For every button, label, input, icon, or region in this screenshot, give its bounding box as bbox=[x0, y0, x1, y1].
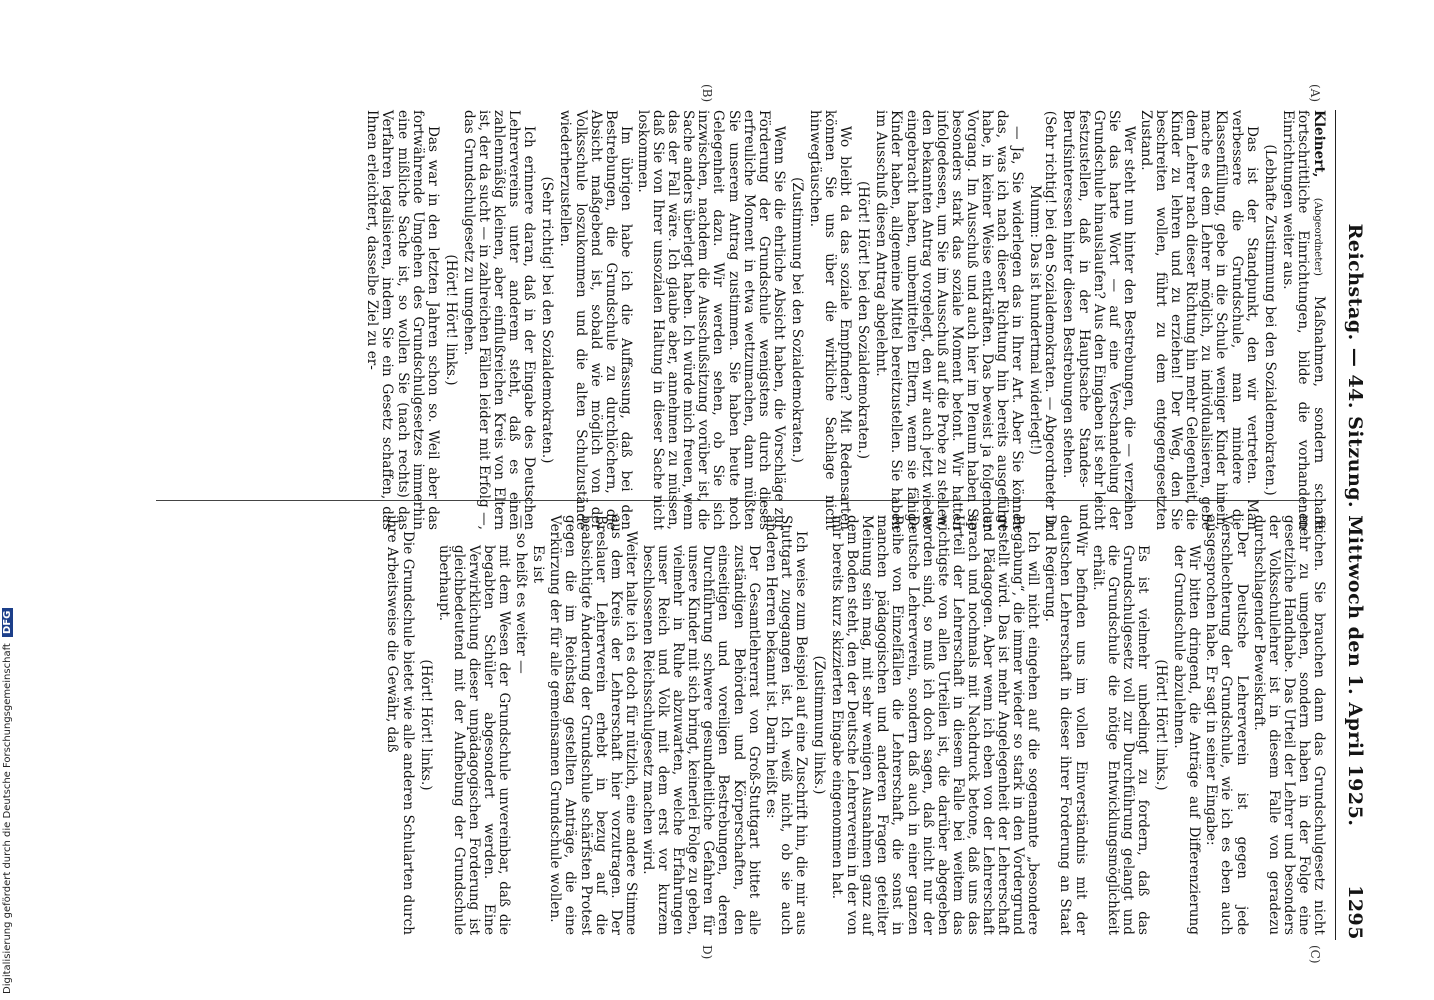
paragraph-text: Maßnahmen, sondern schafft fortschrittliche Einrichtungen, bilde die vorhandenen Einrichtungen weiter aus. bbox=[1279, 110, 1327, 530]
paragraph: Wir befinden uns im vollen Einverständnis mit der deutschen Lehrerschaft in dieser ihrer Forderung an Staat und Regierung. bbox=[1042, 515, 1089, 935]
paragraph: Das ist der Standpunkt, den wir vertreten. Man verbessere die Grundschule, man mindere die Klassenfüllung, gebe in die Schule weniger Kinder hinein, mache es dem Lehrer möglich, zu individualisieren, gebe dem Lehrer nach dieser Richtung hin mehr Gelegenheit, die Kinder zu lehren und zu erziehen! Der Weg, den Sie beschreiten wollen, führt zu dem entgegengesetzten Zustand. bbox=[1137, 110, 1260, 530]
interjection: (Sehr richtig! bei den Sozialdemokraten. — Abgeordneter D. Mumm: Das ist hundertmal widerlegt!) bbox=[1027, 110, 1059, 530]
quoted-paragraph: Es ist bbox=[530, 545, 547, 584]
paragraph: Die Grundschule bietet wie alle anderen Schularten durch ihre Arbeitsweise die Gewähr, daß bbox=[384, 515, 416, 935]
quoted-paragraph: mit dem Wesen der Grundschule unvereinbar, daß die begabten Schüler abgesondert werden. Eine Verwirklichung dieser unpädagogischen Forderung ist gleichbedeutend mit der Aufhebung der Grundschule überhaupt. bbox=[435, 545, 513, 935]
paragraph: Kleinert, (Abgeordneter) Maßnahmen, sondern schafft fortschrittliche Einrichtungen, bilde die vorhandenen Einrichtungen weiter aus. bbox=[1279, 110, 1327, 530]
paragraph: Weiter halte ich es doch für nützlich, eine andere Stimme aus dem Kreis der Lehrerschaft hier vorzutragen. Der Breslauer Lehrerverein erhebt in bezug auf die beabsichtigte Änderung der Grundschule schärfsten Protest gegen die im Reichstag gestellten Anträge, die eine Verkürzung der für alle gemeinsamen Grundschule wollen. bbox=[547, 515, 639, 935]
left-column bbox=[362, 110, 1326, 530]
page-header bbox=[1335, 110, 1370, 940]
interjection: (Hört! Hört! bei den Sozialdemokraten.) bbox=[855, 180, 872, 460]
page-number: 1295 bbox=[1344, 885, 1366, 940]
margin-letter-b: (B) bbox=[700, 84, 714, 103]
interjection: (Sehr richtig! bei den Sozialdemokraten.) bbox=[539, 176, 556, 464]
speaker-role: Abgeordneter bbox=[1312, 201, 1323, 272]
paragraph: Wo bleibt da das soziale Empfinden? Mit Redensarten können Sie uns über die wirkliche Sachlage nicht hinwegtäuschen. bbox=[807, 110, 854, 530]
dfg-logo: DFG bbox=[2, 608, 13, 637]
page-title: Reichstag. — 44. Sitzung. Mittwoch den 1. April 1925. bbox=[1344, 223, 1366, 827]
paragraph: Im übrigen habe ich die Auffassung, daß bei den Bestrebungen, die Grundschule zu durchlöchern, die Absicht maßgebend ist, sobald wie möglich von der Volksschule loszukommen und die alten Schulzustände wiederherzustellen. bbox=[557, 110, 634, 530]
interjection: (Zustimmung links.) bbox=[811, 655, 827, 795]
interjection: (Hört! Hört! links.) bbox=[417, 659, 434, 791]
paragraph: Wer steht nun hinter den Bestrebungen, die — verzeihen Sie das harte Wort — auf eine Verschandelung der Grundschule hinauslaufen? Aus den Eingaben ist sehr leicht festzustellen, daß in der Hauptsache Standes- und Berufsinteressen hinter diesen Bestrebungen stehen. bbox=[1060, 110, 1137, 530]
margin-letter-d: D) bbox=[700, 945, 714, 960]
right-column bbox=[382, 515, 1326, 935]
paragraph: Ich will nicht eingehen auf die sogenannte „besondere Begabung“, die immer wieder so stark in den Vordergrund gestellt wird. Das ist mehr Angelegenheit der Lehrerschaft und Pädagogen. Aber wenn ich eben von der Lehrerschaft sprach und nochmals mit Nachdruck betone, daß uns das Urteil der Lehrerschaft in diesem Falle bei weitem das wichtigste von allen Urteilen ist, die darüber abgegeben worden sind, so muß ich doch sagen, daß nicht nur der Deutsche Lehrerverein, sondern daß auch in einer ganzen Reihe von Einzelfällen die Lehrerschaft, die sonst in manchen pädagogischen und anderen Fragen geteilter Meinung sein mag, mit sehr wenigen Ausnahmen ganz auf dem Boden steht, den der Deutsche Lehrerverein in der von mir bereits kurz skizzierten Eingabe eingenommen hat. bbox=[829, 515, 1042, 935]
speaker-name: Kleinert, bbox=[1311, 110, 1327, 178]
interjection: (Zustimmung bei den Sozialdemokraten.) bbox=[788, 177, 805, 463]
paragraph: reichen. Sie brauchen dann das Grundschulgesetz nicht mehr zu umgehen, sondern haben in der Folge eine gesetzliche Handhabe. Das Urteil der Lehrer und besonders der Volksschullehrer ist in diesem Falle von geradezu durchschlagender Beweiskraft. bbox=[1250, 515, 1327, 935]
digitization-note bbox=[2, 608, 13, 994]
paragraph: Das war in den letzten Jahren schon so. Weil aber das fortwährende Umgehen des Grundschulgesetzes immerhin eine mißliche Sache ist, so wollen Sie (nach rechts) das Verfahren legalisieren, indem Sie ein Gesetz schaffen, das Ihnen erleichtert, dasselbe Ziel zu er- bbox=[364, 110, 441, 530]
paragraph: — so heißt es weiter — bbox=[513, 515, 530, 674]
digitization-note-text: Digitalisierung gefördert durch die Deutsche Forschungsgemeinschaft bbox=[2, 643, 13, 994]
interjection: (Lebhafte Zustimmung bei den Sozialdemokraten.) bbox=[1261, 144, 1278, 496]
paragraph: Ich weise zum Beispiel auf eine Zuschrift hin, die mir aus Stuttgart zugegangen ist. Ich weiß nicht, ob sie auch anderen Herren bekannt ist. Darin heißt es: bbox=[762, 515, 809, 935]
quoted-paragraph: Wir bitten dringend, die Anträge auf Differenzierung der Grundschule abzulehnen. bbox=[1171, 545, 1203, 935]
quoted-paragraph: Es ist vielmehr unbedingt zu fordern, daß das Grundschulgesetz voll zur Durchführung gelangt und die Grundschule die nötige Entwicklungsmöglichkeit erhält. bbox=[1089, 545, 1151, 935]
paragraph: Wenn Sie die ehrliche Absicht haben, die Vorschläge zur Förderung der Grundschule wenigstens durch dieses erfreuliche Moment in etwa wettzumachen, dann müßten Sie unserem Antrag zustimmen. Sie haben heute noch Gelegenheit dazu. Wir werden sehen, ob Sie sich inzwischen, nachdem die Ausschußsitzung vorüber ist, die Sache anders überlegt haben. Ich würde mich freuen, wenn das der Fall wäre. Ich glaube aber, annehmen zu müssen, daß Sie von Ihrer unsozialen Haltung in dieser Sache nicht loskommen. bbox=[634, 110, 787, 530]
margin-letter-c: (C) bbox=[1308, 945, 1322, 964]
interjection: (Hört! Hört! links.) bbox=[1153, 659, 1170, 791]
paragraph: — Ja, Sie widerlegen das in Ihrer Art. Aber Sie können das, was ich nach dieser Richtung hin bereits ausgeführt habe, in keiner Weise entkräften. Das beweist ja folgender Vorgang. Im Ausschuß und auch hier im Plenum haben Sie besonders stark das soziale Moment betont. Wir hatten infolgedessen, um Sie im Ausschuß auf die Probe zu stellen, den bekannten Antrag vorgelegt, den wir auch jetzt wieder eingebracht haben, unbemittelten Eltern, wenn sie fähige Kinder haben, allgemeine Mittel bereitzustellen. Sie haben im Ausschuß diesen Antrag abgelehnt. bbox=[873, 110, 1026, 530]
paragraph: Der Deutsche Lehrerverein ist gegen jede Verschlechterung der Grundschule, wie ich es eben auch ausgesprochen habe. Er sagt in seiner Eingabe: bbox=[1203, 515, 1250, 935]
paragraph: Ich erinnere daran, daß in der Eingabe des Deutschen Lehrervereins unter anderem steht, daß es einen zahlenmäßig kleinen, aber einflußreichen Kreis von Eltern ist, der da sucht — in zahlreichen Fällen leider mit Erfolg —, das Grundschulgesetz zu umgehen. bbox=[460, 110, 538, 530]
quoted-paragraph: Der Gesamtlehrerrat von Groß-Stuttgart bittet alle zuständigen Behörden und Körperschaften, den einseitigen und voreiligen Bestrebungen, deren Durchführung schwere gesundheitliche Gefahren für unsere Kinder mit sich bringt, keinerlei Folge zu geben, vielmehr in Ruhe abzuwarten, welche Erfahrungen unser Reich und Volk mit dem erst vor kurzem beschlossenen Reichsschulgesetz machen wird. bbox=[639, 545, 762, 935]
interjection: (Hört! Hört! links.) bbox=[442, 254, 459, 386]
margin-letter-a: (A) bbox=[1308, 84, 1322, 103]
